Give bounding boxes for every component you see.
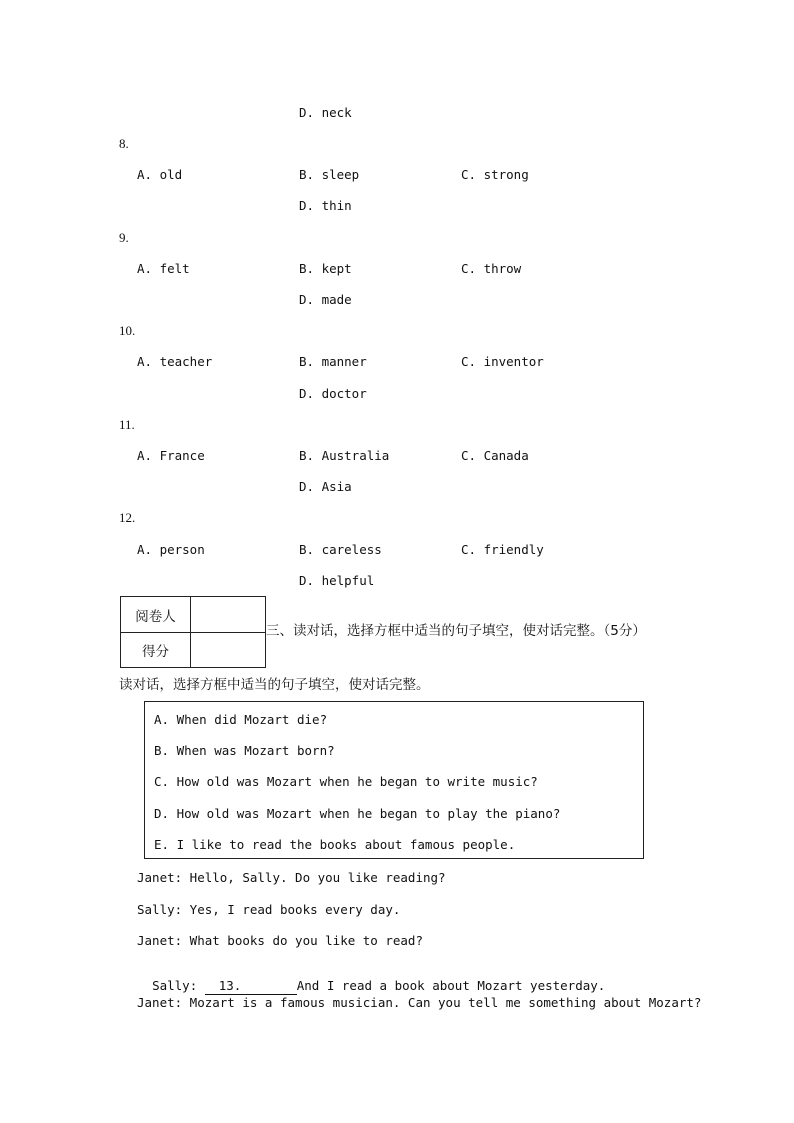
q10-option-d: D. doctor xyxy=(299,386,367,401)
q8-option-d: D. thin xyxy=(299,198,352,213)
dialogue-line-4 xyxy=(137,962,605,995)
q12-option-a: A. person xyxy=(137,542,205,557)
q9-option-d: D. made xyxy=(299,292,352,307)
q11-option-d: D. Asia xyxy=(299,479,352,494)
q8-number: 8. xyxy=(119,136,129,151)
q12-option-b: B. careless xyxy=(299,542,382,557)
q12-option-d: D. helpful xyxy=(299,573,375,588)
q8-option-b: B. sleep xyxy=(299,167,360,182)
option-a: A. When did Mozart die? xyxy=(154,712,328,727)
q7-option-d: D. neck xyxy=(299,105,352,120)
option-e: E. I like to read the books about famous people. xyxy=(154,837,516,852)
q10-option-b: B. manner xyxy=(299,354,367,369)
option-d: D. How old was Mozart when he began to play the piano? xyxy=(154,806,561,821)
q11-option-a: A. France xyxy=(137,448,205,463)
q10-option-a: A. teacher xyxy=(137,354,213,369)
q8-option-c: C. strong xyxy=(461,167,529,182)
option-b: B. When was Mozart born? xyxy=(154,743,335,758)
q11-option-b: B. Australia xyxy=(299,448,390,463)
q12-option-c: C. friendly xyxy=(461,542,544,557)
score-table xyxy=(120,596,266,668)
dialogue-line-4-rest: And I read a book about Mozart yesterday. xyxy=(296,978,606,993)
section-instruction: 读对话，选择方框中适当的句子填空，使对话完整。 xyxy=(119,677,430,693)
dialogue-line-5: Janet: Mozart is a famous musician. Can you tell me something about Mozart? xyxy=(137,995,702,1010)
dialogue-line-2: Sally: Yes, I read books every day. xyxy=(137,902,401,917)
reviewer-label: 阅卷人 xyxy=(121,597,191,633)
section-title: 三、读对话，选择方框中适当的句子填空，使对话完整。（5分） xyxy=(266,623,646,639)
q9-option-a: A. felt xyxy=(137,261,190,276)
score-label: 得分 xyxy=(121,633,191,667)
dialogue-line-1: Janet: Hello, Sally. Do you like reading? xyxy=(137,870,446,885)
answer-blank-13[interactable]: 13. xyxy=(205,978,297,995)
q10-number: 10. xyxy=(119,323,136,338)
reviewer-cell xyxy=(191,597,265,633)
q9-option-c: C. throw xyxy=(461,261,522,276)
q11-option-c: C. Canada xyxy=(461,448,529,463)
option-c: C. How old was Mozart when he began to write music? xyxy=(154,774,538,789)
dialogue-line-4-speaker: Sally: xyxy=(152,978,205,993)
q8-option-a: A. old xyxy=(137,167,183,182)
q9-number: 9. xyxy=(119,230,129,245)
q10-option-c: C. inventor xyxy=(461,354,544,369)
dialogue-line-3: Janet: What books do you like to read? xyxy=(137,933,423,948)
q12-number: 12. xyxy=(119,510,136,525)
q9-option-b: B. kept xyxy=(299,261,352,276)
q11-number: 11. xyxy=(119,417,135,432)
score-cell xyxy=(191,633,265,667)
